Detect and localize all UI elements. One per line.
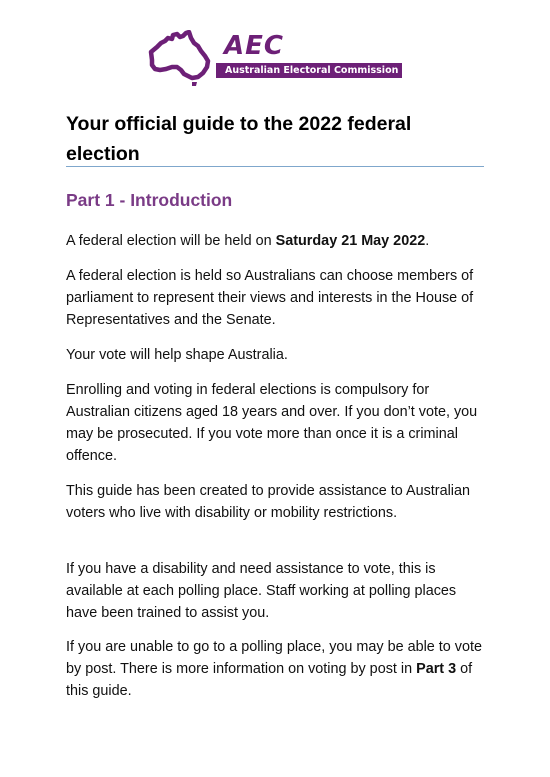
- paragraph-assistance: If you have a disability and need assistance to vote, this is available at each polling place. Staff working at polling places have been trained to assist you.: [66, 561, 457, 621]
- title-divider: [66, 166, 484, 167]
- aec-full-name: Australian Electoral Commission: [216, 63, 402, 78]
- paragraph-guide-purpose: This guide has been created to provide assistance to Australian voters who live with disability or mobility restrictions.: [66, 483, 470, 521]
- paragraph-shape-australia: Your vote will help shape Australia.: [66, 347, 288, 363]
- part-reference: Part 3: [416, 661, 457, 677]
- paragraph-text: A federal election will be held on: [66, 233, 276, 249]
- paragraph-purpose: A federal election is held so Australians can choose members of parliament to represent their views and interests in the House of Representatives and the Senate.: [66, 268, 474, 328]
- aec-acronym: AEC: [224, 31, 284, 61]
- paragraph-compulsory: Enrolling and voting in federal elections is compulsory for Australian citizens aged 18 years and over. If you don’t vote, you may be prosecuted. If you vote more than once it is a criminal offence.: [66, 382, 478, 464]
- election-date: Saturday 21 May 2022: [275, 233, 426, 249]
- australia-map-icon: [146, 30, 212, 88]
- paragraph-text: If you are unable to go to a polling place, you may be able to vote by post. There is more information on voting by post in: [66, 639, 483, 677]
- section-heading: Part 1 - Introduction: [66, 190, 233, 210]
- paragraph-election-date: [66, 230, 491, 252]
- paragraph-text: .: [425, 233, 430, 249]
- page-title: Your official guide to the 2022 federal election: [66, 113, 412, 165]
- aec-logo: [146, 30, 406, 88]
- paragraph-text: of this guide.: [66, 661, 473, 699]
- paragraph-postal-vote: [66, 636, 491, 702]
